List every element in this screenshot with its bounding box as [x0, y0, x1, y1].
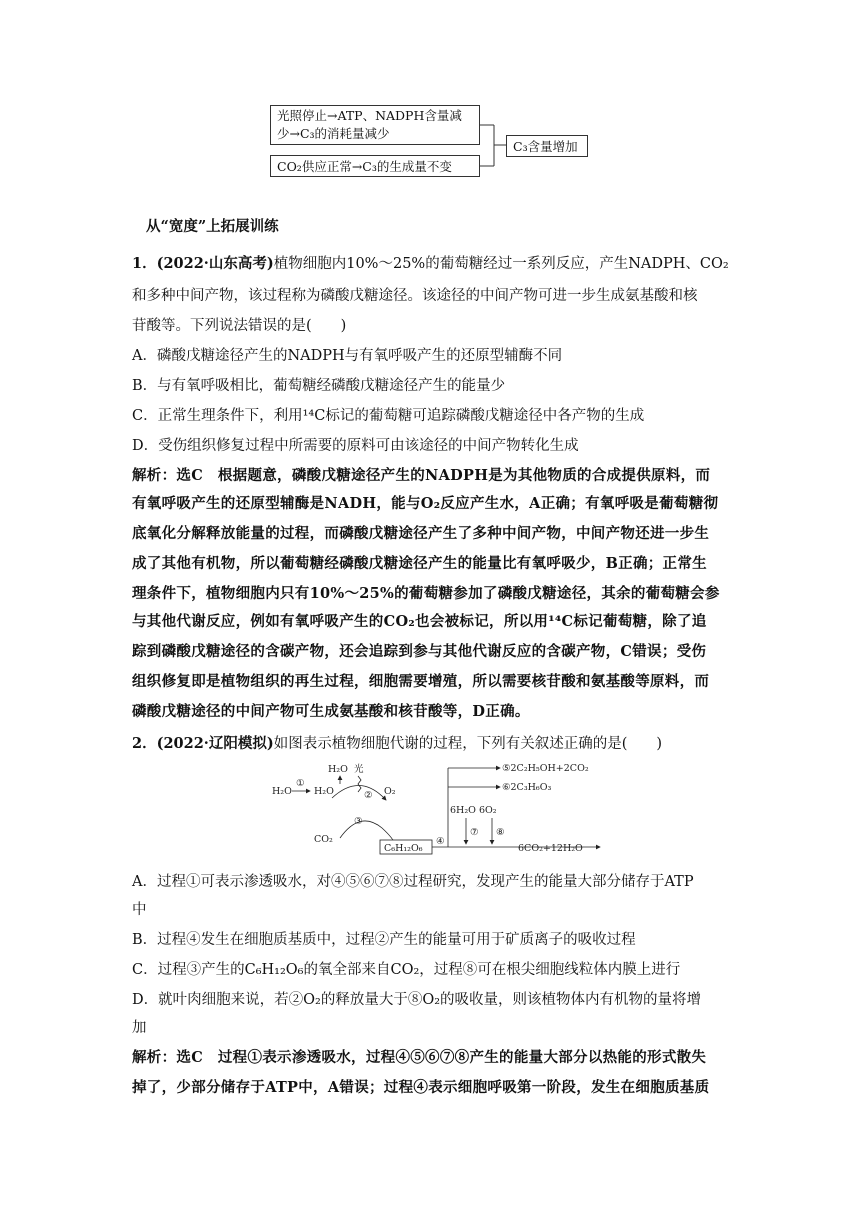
- q1-answer-line1: 解析：选C 根据题意，磷酸戊糖途径产生的NADPH是为其他物质的合成提供原料，而: [132, 467, 711, 484]
- q1-answer-line2: 有氧呼吸产生的还原型辅酶是NADH，能与O₂反应产生水，A正确；有氧呼吸是葡萄糖彻: [132, 495, 719, 512]
- flow-diagram: [270, 105, 590, 180]
- q1-stem-line3: 苷酸等。下列说法错误的是( ): [132, 318, 347, 334]
- q1-answer-line5: 理条件下，植物细胞内只有10%～25%的葡萄糖参加了磷酸戊糖途径，其余的葡萄糖会参: [132, 585, 720, 602]
- diagram-step8-label: ⑧: [496, 827, 505, 838]
- q2-stem-text: 如图表示植物细胞代谢的过程，下列有关叙述正确的是( ): [273, 736, 663, 752]
- q1-answer-line6: 与其他代谢反应，例如有氧呼吸产生的CO₂也会被标记，所以用¹⁴C标记葡萄糖，除了追: [132, 613, 707, 630]
- diagram-o2-label: O₂: [384, 786, 396, 797]
- q2-number: 2．: [132, 735, 157, 752]
- diagram-h2o-top: H₂O: [328, 764, 348, 775]
- flow-result-text: C₃含量增加: [513, 139, 578, 154]
- q1-option-b: B．与有氧呼吸相比，葡萄糖经磷酸戊糖途径产生的能量少: [132, 378, 506, 394]
- q2-option-a-line1: A．过程①可表示渗透吸水，对④⑤⑥⑦⑧过程研究，发现产生的能量大部分储存于ATP: [132, 874, 694, 890]
- diagram-co2-label: CO₂: [314, 834, 333, 845]
- diagram-h2o-mid: H₂O: [314, 786, 334, 797]
- q1-option-c: C．正常生理条件下，利用¹⁴C标记的葡萄糖可追踪磷酸戊糖途径中各产物的生成: [132, 408, 645, 424]
- q2-option-a-line2: 中: [132, 902, 147, 918]
- q1-source: (2022·山东高考): [156, 255, 274, 272]
- diagram-step4-label: ④: [436, 836, 445, 847]
- q1-answer-line3: 底氧化分解释放能量的过程，而磷酸戊糖途径产生了多种中间产物，中间产物还进一步生: [132, 525, 710, 542]
- flow-box-result: [506, 135, 588, 157]
- section-heading: 从“宽度”上拓展训练: [146, 218, 279, 235]
- q2-option-b: B．过程④发生在细胞质基质中，过程②产生的能量可用于矿质离子的吸收过程: [132, 932, 636, 948]
- q1-option-d: D．受伤组织修复过程中所需要的原料可由该途径的中间产物转化生成: [132, 438, 579, 454]
- q2-option-d-line1: D．就叶肉细胞来说，若②O₂的释放量大于⑧O₂的吸收量，则该植物体内有机物的量将增: [132, 992, 702, 1008]
- diagram-step5-output: ⑤2C₂H₅OH+2CO₂: [502, 763, 589, 774]
- q1-stem-line1: [132, 254, 732, 274]
- q1-stem-1: 植物细胞内10%～25%的葡萄糖经过一系列反应，产生NADPH、CO₂: [273, 256, 729, 272]
- q1-stem-line2: 和多种中间产物，该过程称为磷酸戊糖途径。该途径的中间产物可进一步生成氨基酸和核: [132, 288, 698, 304]
- q2-stem: [132, 734, 732, 754]
- q1-answer-line8: 组织修复即是植物组织的再生过程，细胞需要增殖，所以需要核苷酸和氨基酸等原料，而: [132, 673, 710, 690]
- flow-box-co2-normal: [270, 155, 480, 177]
- q2-option-d-line2: 加: [132, 1020, 147, 1036]
- metabolism-diagram: [270, 760, 620, 860]
- diagram-reactants: 6H₂O 6O₂: [450, 805, 497, 816]
- diagram-h2o-left: H₂O: [272, 786, 292, 797]
- flow-box1-line1: 光照停止→ATP、NADPH含量减: [277, 108, 462, 123]
- q1-answer-line7: 踪到磷酸戊糖途径的含碳产物，还会追踪到参与其他代谢反应的含碳产物，C错误；受伤: [132, 643, 707, 660]
- q2-option-c: C．过程③产生的C₆H₁₂O₆的氧全部来自CO₂，过程⑧可在根尖细胞线粒体内膜上进行: [132, 962, 681, 978]
- diagram-final-product: 6CO₂+12H₂O: [518, 843, 583, 854]
- q1-answer-line9: 磷酸戊糖途径的中间产物可生成氨基酸和核苷酸等，D正确。: [132, 703, 530, 720]
- flow-box2-text: CO₂供应正常→C₃的生成量不变: [277, 159, 452, 174]
- diagram-step2-label: ②: [364, 790, 373, 801]
- q2-answer-line1: 解析：选C 过程①表示渗透吸水，过程④⑤⑥⑦⑧产生的能量大部分以热能的形式散失: [132, 1049, 707, 1066]
- q1-answer-line4: 成了其他有机物，所以葡萄糖经磷酸戊糖途径产生的能量比有氧呼吸少，B正确；正常生: [132, 555, 707, 572]
- diagram-glucose-box: C₆H₁₂O₆: [384, 843, 423, 854]
- q1-option-a: A．磷酸戊糖途径产生的NADPH与有氧呼吸产生的还原型辅酶不同: [132, 348, 563, 364]
- flow-box1-line2: 少→C₃的消耗量减少: [277, 126, 390, 141]
- flow-box-light-stop: [270, 105, 480, 145]
- q2-source: (2022·辽阳模拟): [156, 735, 274, 752]
- q2-answer-line2: 掉了，少部分储存于ATP中，A错误；过程④表示细胞呼吸第一阶段，发生在细胞质基质: [132, 1079, 710, 1096]
- diagram-step7-label: ⑦: [470, 827, 479, 838]
- diagram-step6-output: ⑥2C₃H₆O₃: [502, 782, 552, 793]
- diagram-light-label: 光: [354, 764, 364, 775]
- q1-number: 1．: [132, 255, 157, 272]
- diagram-step1-label: ①: [296, 778, 305, 789]
- diagram-step3-label: ③: [354, 816, 363, 827]
